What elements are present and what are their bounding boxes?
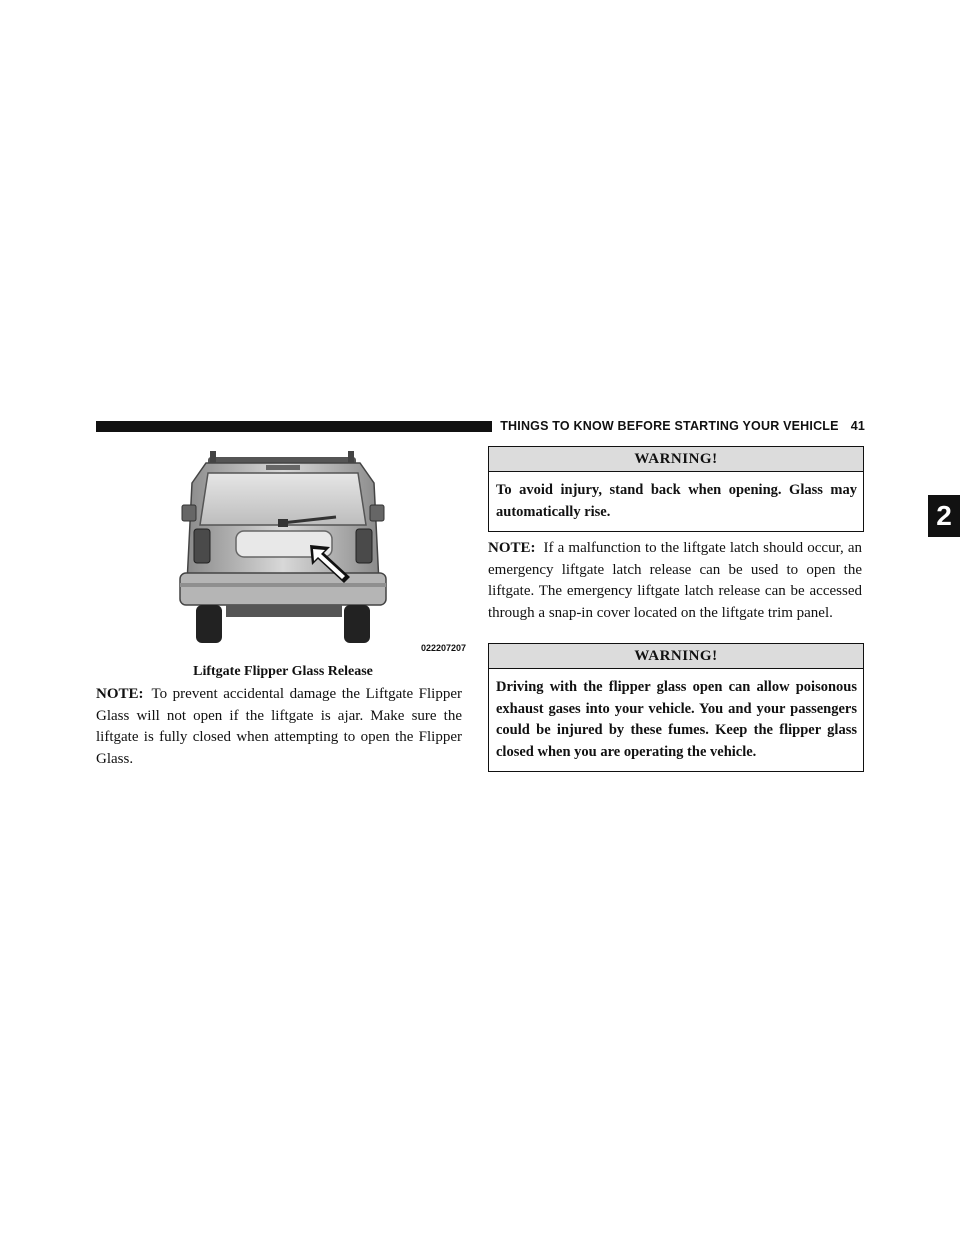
note-text: To prevent accidental damage the Liftgate Flipper Glass will not open if the liftgate is ajar. Make sure the liftgate is fully closed when attempting to open the Flipper Glass.	[96, 686, 462, 767]
warning-box-exhaust	[488, 643, 864, 772]
section-title: THINGS TO KNOW BEFORE STARTING YOUR VEHICLE	[500, 419, 839, 433]
figure-code: 022207207	[420, 643, 466, 653]
header-rule	[96, 421, 492, 432]
note-text: If a malfunction to the liftgate latch should occur, an emergency liftgate latch release can be used to open the liftgate. The emergency liftgate latch release can be accessed through a snap-in cover located on the liftgate trim panel.	[488, 540, 862, 621]
page-number: 41	[850, 419, 865, 433]
liftgate-figure	[96, 443, 470, 657]
note-emergency-release	[488, 538, 862, 624]
note-flipper-glass	[96, 684, 462, 770]
warning-text: To avoid injury, stand back when opening. Glass may automatically rise.	[496, 482, 857, 520]
figure-caption: Liftgate Flipper Glass Release	[193, 664, 373, 679]
running-header	[500, 418, 865, 434]
note-label: NOTE:	[96, 686, 144, 702]
note-label: NOTE:	[488, 540, 536, 556]
chapter-tab: 2	[928, 495, 960, 537]
warning-box-stand-back	[488, 446, 864, 532]
warning-title: WARNING!	[489, 447, 863, 472]
warning-title: WARNING!	[489, 644, 863, 669]
vehicle-rear-illustration	[96, 443, 470, 657]
warning-text: Driving with the flipper glass open can allow poisonous exhaust gases into your vehicle. You and your passengers could be injured by these fumes. Keep the flipper glass closed when you are operating the vehicle.	[496, 679, 857, 760]
